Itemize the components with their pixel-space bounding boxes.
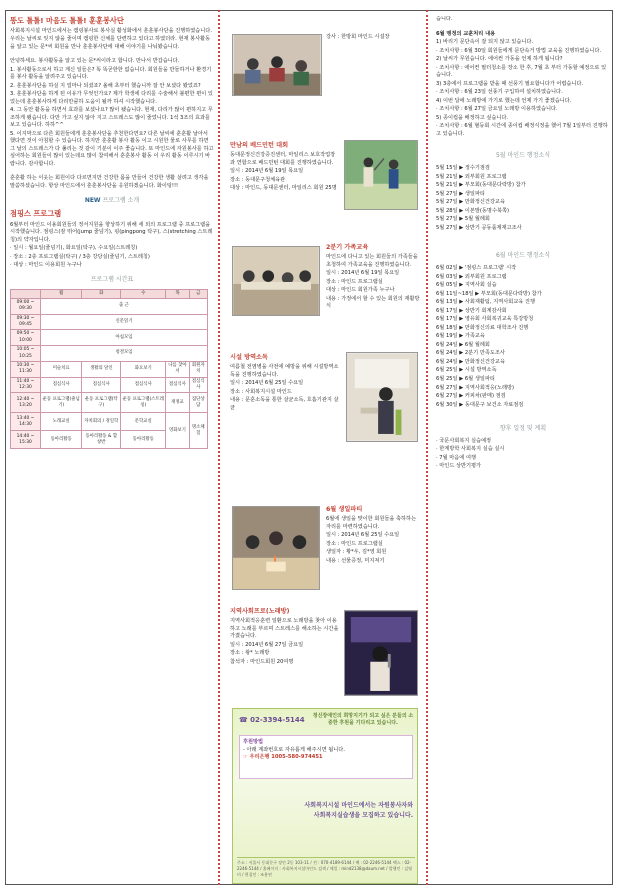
lecturer-note [326, 34, 420, 43]
table-cell: 생활의 달인 [82, 361, 121, 377]
plan-item: · 국문사회복지 실습예정 [436, 437, 492, 444]
meeting-line: · 조치사항 : 6월 23일 선풍기 구입하여 설치하였습니다. [436, 89, 563, 96]
schedule-table-title: 프로그램 시간표 [90, 275, 134, 283]
disinfection-info: 일시 : 2014년 6월 25일 수요일 [230, 380, 304, 387]
plan-item: · 마인드 상반기평가 [436, 463, 482, 470]
may-news-item: 5월 21일 ▶ 외부회원 프로그램 [436, 173, 507, 180]
table-header-cell [11, 289, 41, 298]
june-news-item: 6월 24일 ▶ 6월 월례회 [436, 341, 490, 348]
meeting-line: 3) 3층에서 프로그램을 받을 때 선풍기 필요합니다가 어렵습니다. [436, 80, 584, 87]
meeting-line: · 조치사항 : 6월 혈등회 시간에 종이컵 배정식정을 했어 7월 1일부터 진행하고 있습니다. [436, 123, 608, 137]
badminton-section [230, 142, 340, 194]
qa-paragraph: 3. 훈훈봉사단을 하게 된 이유가 무엇인가요? 제가 학생에 다리를 수술해서 불편한 편이 있었는데 훈훈봉사하게 다리만큼하 도움이 될까 하셔 시작했습니다. [10, 91, 213, 105]
table-cell: 점심식사 [121, 377, 166, 393]
badminton-heading: 만남의 배드민턴 대회 [230, 142, 289, 149]
table-header-row [11, 289, 208, 298]
family-education-heading: 2분기 가족교육 [326, 244, 369, 251]
table-cell: 나를 찾아서 [166, 361, 189, 377]
family-education-info: 내용 : 가정에서 할 수 있는 회원의 재활방식 [326, 295, 420, 310]
plan-heading: 향후 일정 및 계획 [499, 425, 547, 433]
badminton-info: 장소 : 동대문구청체육관 [230, 176, 286, 183]
table-cell: 자치회의 / 경일학 [82, 413, 121, 431]
disinfection-section [230, 354, 340, 413]
table-header-cell: 월 [41, 289, 82, 298]
volunteer-recruit-line: 사회복지시설 마인드에서는 자원봉사자와 [304, 802, 413, 809]
table-header-cell: 수 [121, 289, 166, 298]
column-3 [436, 16, 610, 876]
banner-slogan: 정신장애인의 희망지기가 되고 싶은 분들의 소중한 후원을 기다리고 있습니다. [312, 713, 414, 727]
table-row [11, 330, 208, 346]
jumping-info-line: · 일시 : 월요일(줄넘기), 화요일(탁구), 수요일(스트레칭) [10, 245, 138, 252]
june-news-item: 6월 27일 ▶ 커피차(판매) 점검 [436, 393, 506, 400]
time-cell: 10:30 ~ 11:30 [11, 361, 41, 377]
june-news-item: 6월 19일 ▶ 가족교육 [436, 333, 485, 340]
may-news-item: 5월 15일 ▶ 정수기점검 [436, 165, 490, 172]
table-cell: 미술치료 [41, 361, 82, 377]
birthday-heading: 6월 생일파티 [326, 506, 363, 513]
meeting-heading: 6월 맹정의 교훈처리 내용 [436, 30, 496, 37]
june-news-item: 6월 24일 ▶ 만화정신건강교육 [436, 358, 505, 365]
table-row [11, 298, 208, 314]
family-education-info: 장소 : 마인드 프로그램실 [326, 278, 383, 285]
time-cell: 10:05 ~ 10:25 [11, 346, 41, 362]
table-cell: 명소체험 [189, 413, 207, 449]
karaoke-info: 참석자 : 마인드회원 20여명 [230, 658, 294, 665]
karaoke-info: 일시 : 2014년 6월 27일 금요일 [230, 641, 304, 648]
karaoke-body: 지역사회적응훈련 일환으로 노래방을 찾아 이용하고 노래를 부르며 스트레스를 해소하는 시간을 가졌습니다. [230, 617, 339, 640]
banner-footer: 주소 : 서울시 동대문구 장안 2동 103-11 / 전 : 070-4189-6144 / 팩 : 02-2246-5144 팩스 : 02-2246-5144 / 홈페이지 : 사회복지시설마인드 검색 / 메일 : mind2138@daum.net / 발행인 : 김영미 / 편집인 : 조용연 [237, 857, 415, 877]
birthday-info: 내용 : 선물증정, 미지져기 [326, 557, 385, 564]
donation-method-line: - 아래 계좌번호로 자유롭게 해주시면 됩니다. [243, 746, 345, 753]
table-cell: 출 근 [41, 298, 208, 314]
table-cell: 영화보기 [166, 413, 189, 449]
table-cell: 집단상담 [189, 393, 207, 413]
june-news-item: 6월 25일 ▶ 6월 생일파티 [436, 375, 495, 382]
badminton-photo [344, 140, 418, 210]
table-header-cell: 목 [166, 289, 189, 298]
continued-text: 습니다. [436, 16, 453, 22]
lecturer-text: 강사 : 한방회 마인드 시설장 [326, 34, 390, 40]
table-row [11, 393, 208, 413]
june-news-item: 6월 30일 ▶ 동대문구 보건소 자료점검 [436, 401, 524, 408]
table-cell: 동아리활동 [121, 431, 166, 449]
program-schedule-table [10, 289, 208, 450]
june-news-item: 6월 24일 ▶ 2분기 만족도조사 [436, 350, 505, 357]
may-news-item: 5월 27일 ▶ 만화정신건강교육 [436, 199, 505, 206]
family-education-info: 대상 : 마인드 회원가족 누구나 [326, 287, 395, 294]
birthday-info: 장소 : 마인드 프로그램실 [326, 540, 383, 547]
volunteer-recruit [303, 801, 413, 820]
table-cell: 화요보기 [121, 361, 166, 377]
qa-paragraph: 안녕하세요. 봉사활동을 알고 있는 문*씨이라고 합니다. 만나서 반갑습니다. [10, 58, 180, 65]
table-cell: 신문읽기 [41, 314, 208, 330]
banner-phone: ☎ 02-3394-5144 [239, 716, 305, 724]
karaoke-info: 장소 : 왕* 노래방 [230, 650, 270, 657]
time-cell: 09:50 ~ 10:00 [11, 330, 41, 346]
lecture-photo [232, 34, 322, 96]
table-cell: 점심식사 [189, 377, 207, 393]
table-cell: 동아리활동 & 합창반 [82, 431, 121, 449]
june-news-item: 6월 25일 ▶ 시설 방역소독 [436, 367, 497, 374]
volunteer-recruit-line: 사회복지실습생을 모집하고 있습니다. [313, 811, 413, 819]
june-news-item: 6월 27일 ▶ 지역사회적응(노래방) [436, 384, 515, 391]
meeting-line: 2) 날씨가 무원습니다. 에어컨 가동을 언제 하게 됩니다? [436, 56, 563, 63]
june-news-item: 6월 18일 ▶ 만화정신의료 대학조사 진행 [436, 324, 529, 331]
new-program-heading [10, 197, 214, 206]
qa-paragraph: 5. 이지막으로 다른 회원들에게 훈훈봉사단을 추천한다면요? 다른 날씨에 훈훈활 날아서 했다면 것이 아침할 수 있습니다. 하지만 훈훈활 봉사 활동 이고 시원한 물로 사무를 하면 그 날의 스트레스가 다 풀리는 것 같이 기분이 이주 좋습니다. 또 마인드에 자원봉사를 하고 싶어하는 회원들이 많이 있는데요 많이 참여해서 훈훈봉사 활동 이 우리 활동 이루시기 바랍니다. 감사합니다. [10, 130, 214, 167]
volunteer-team-heading: 똥도 톨톨! 마음도 톨톨! 훈훈봉사단 [10, 16, 124, 25]
disinfection-info: 장소 : 사회복지시설 마인드 [230, 388, 292, 395]
jumping-info-line: · 대상 : 마인드 이용회원 누구나 [10, 262, 82, 269]
table-header-cell: 화 [82, 289, 121, 298]
new-program-text: 프로그램 소개 [102, 196, 140, 204]
table-cell: 노래교실 [41, 413, 82, 431]
time-cell: 14:40 ~ 15:30 [11, 431, 41, 449]
table-header-cell: 금 [189, 289, 207, 298]
june-news-item: 6월 17일 ▶ 영유회 사회복귀교육 특강방청 [436, 316, 534, 323]
qa-paragraph: 2. 훈훈봉사단을 하실 지 얼마나 되셨죠? 올해 초부터 했습니까 잘 안 보셨다 봤었죠? [10, 82, 201, 89]
disinfection-heading: 시설 방역소독 [230, 354, 269, 361]
table-cell: 청결모임 [41, 346, 208, 362]
jumping-program-body: 6월부터 마인드 이용회원들의 정서지원을 향상하기 위해 세 외의 프로그램 중 프로그램을 시작했습니다. 점핑스(잠 뛰어(jump 줄넘기), 핑(pingpong 탁구), 스(stretching 스트레칭)의 약자입니다. [10, 221, 213, 243]
family-education-section [326, 244, 420, 312]
birthday-section [326, 506, 420, 566]
meeting-line: 4) 이번 달에 노래방에 가기로 했는데 언제 가기 좋겠습니다. [436, 97, 572, 104]
table-row [11, 377, 208, 393]
karaoke-photo [344, 610, 418, 696]
volunteer-intro: 사회복지시설 마인드에서는 캠핑봉사로 봉사실 활성화에서 훈훈봉사단을 진행하였습니다. 우리는 날씨로 잊지 않을 줄이며 캠핑한 신체를 단련하고 있다고 하였더라. 현재 봉사활동을 알고 있는 문*씨 회원을 만나 훈훈봉사단에 대해 이야기를 나눠봤습니다. [10, 28, 212, 50]
karaoke-section [230, 608, 340, 667]
june-news-item: 6월 11일~18일 ▶ 부모회(동대문다락방) 참가 [436, 290, 542, 297]
meeting-line: · 조치사항 : 6월 27일 금요일 노래방 이용하였습니다. [436, 106, 558, 113]
plan-item: · 7월 마음에 여행 [436, 454, 476, 461]
meeting-line: · 조치사항 : 에어컨 필터청소를 장소 한 후, 7월 초 부터 가동할 예정으로 있습니다. [436, 64, 607, 79]
may-news-heading: 5월 마인드 행정소식 [495, 152, 550, 160]
badminton-info: 대상 : 마인드, 동대문센터, 마일리스 회원 25명 [230, 185, 337, 192]
jumping-program-heading: 점핑스 프로그램 [10, 209, 62, 219]
table-cell: 문학교실 [121, 413, 166, 431]
may-news-item: 5월 27일 ▶ 상반기 공동품제재고조사 [436, 224, 522, 231]
time-cell: 11:40 ~ 12:30 [11, 377, 41, 393]
may-news-item: 5월 27일 ▶ 생일파티 [436, 190, 485, 197]
table-cell: 재정교 [166, 393, 189, 413]
table-cell: 운동 프로그램(스트레칭) [121, 393, 166, 413]
badminton-info: 일시 : 2014년 6월 19일 목요일 [230, 168, 304, 175]
may-news-item: 5월 21일 ▶ 부모회(동대문다락방) 참가 [436, 182, 526, 189]
disinfection-body: 여름철 전염병을 사전에 예방을 위해 시설방역소독을 진행하였습니다. [230, 363, 339, 378]
donation-banner [232, 708, 418, 884]
karaoke-heading: 지역사회프로(노래방) [230, 608, 290, 615]
table-cell: 동아리활동 [41, 431, 82, 449]
column-divider-right [426, 10, 428, 885]
june-news-item: 6월 05일 ▶ 지역사회 실습 [436, 282, 497, 289]
table-cell: 운동 프로그램(탁구) [82, 393, 121, 413]
meeting-line: 1) 바리기 문단속이 잘 되지 않고 있습니다. [436, 39, 534, 46]
june-news-heading: 6월 마인드 행정소식 [495, 252, 550, 260]
meeting-line: · 조치사항 : 6월 30일 회원들에게 문단속거 방법 교육을 진행하였습니다. [436, 47, 602, 54]
table-cell: 운동 프로그램(줄넘기) [41, 393, 82, 413]
badminton-body: 동대문정신건강증진센터, 마일리스 보호작업장과 연합으로 배드민턴 대회를 진행하였습니다. [230, 151, 336, 166]
june-news-item: 6월 03일 ▶ 외부회원 프로그램 [436, 273, 507, 280]
birthday-info: 일시 : 2014년 6월 25일 수요일 [326, 532, 400, 539]
column-divider-left [218, 10, 220, 885]
meeting-line: 5) 종이컵을 배정하고 싶습니다. [436, 114, 509, 121]
jumping-info-line: · 장소 : 2층 프로그램실(탁구) / 3층 강당실(줄넘기, 스트레칭) [10, 253, 150, 260]
table-row [11, 346, 208, 362]
table-cell: 아침모임 [41, 330, 208, 346]
time-cell: 09:30 ~ 09:45 [11, 314, 41, 330]
qa-paragraph: 1. 봉사활동으로서 하고 계신 일들은? 똑 똑굳한한 없습니다. 회원들을 만들하거나 환경기를 봉사 활동을 알려주고 있습니다. [10, 66, 212, 81]
may-news-item: 5월 27일 ▶ 5월 월례회 [436, 216, 490, 223]
plan-item: · 한계방학 사회복지 실습 실시 [436, 446, 505, 453]
table-cell: 점심식사 [41, 377, 82, 393]
june-news-item: 6월 13일 ▶ 사회재활팀, 지역사회교육 진행 [436, 299, 535, 306]
june-news-item: 6월 17일 ▶ 상반기 회계감사회 [436, 307, 507, 314]
family-education-info: 일시 : 2014년 6월 19일 목요일 [326, 270, 400, 277]
table-row [11, 413, 208, 431]
family-education-body: 마인드에 다니고 있는 회원들의 가족들을 초청하여 가족교육을 진행하였습니다. [326, 253, 418, 268]
volunteer-outro: 훈훈활 하는 이웃는 회원이다 다르면지만 건강한 몸을 만들어 건강한 생활 살려고 생각을 말씀하셨습니다. 항상 마인드에서 훈훈봉사단을 응원하겠습니다. 화이팅!!! [10, 175, 209, 189]
birthday-party-photo [232, 506, 320, 590]
bank-account: ☞ 우리은행 1005-580-974451 [243, 754, 323, 761]
qa-paragraph: 4. 그 동안 활동을 하면서 효과를 보셨나요? 많이 됐습니다. 현재, 다리가 많이 편하지고 무조하게 됐습니다. 다만 가고 싶지 않아 지고 스트레스도 많이 줄었니다. 1석 3조의 효과를 보고 있습니다. 하하^^ [10, 107, 213, 129]
column-1 [10, 16, 214, 884]
new-label: NEW [84, 196, 101, 204]
time-cell: 13:40 ~ 14:30 [11, 413, 41, 431]
table-cell: 점심식사 [166, 377, 189, 393]
birthday-body: 6월에 생일을 맞이한 회원들을 축하하는 자리를 마련하였습니다. [326, 515, 417, 530]
time-cell: 12:40 ~ 13:20 [11, 393, 41, 413]
june-news-item: 6월 02일 ▶ '점핑스 프로그램' 시작 [436, 265, 517, 272]
donation-method-box [239, 735, 413, 779]
table-row [11, 314, 208, 330]
table-row [11, 361, 208, 377]
time-cell: 09:00 ~ 09:30 [11, 298, 41, 314]
may-news-item: 5월 28일 ▶ 이본발(동명수북쪽) [436, 207, 509, 214]
family-education-photo [232, 246, 320, 316]
disinfection-info: 내용 : 문훈소독을 통한 살균소독, 호흡기관지 살균 [230, 397, 339, 411]
donation-method-title: 후원방법 [243, 739, 264, 745]
disinfection-photo [346, 352, 418, 442]
table-cell: 회원자치 [189, 361, 207, 377]
birthday-info: 생일자 : 황*우, 김*영 회원 [326, 549, 387, 556]
table-cell: 점심식사 [82, 377, 121, 393]
